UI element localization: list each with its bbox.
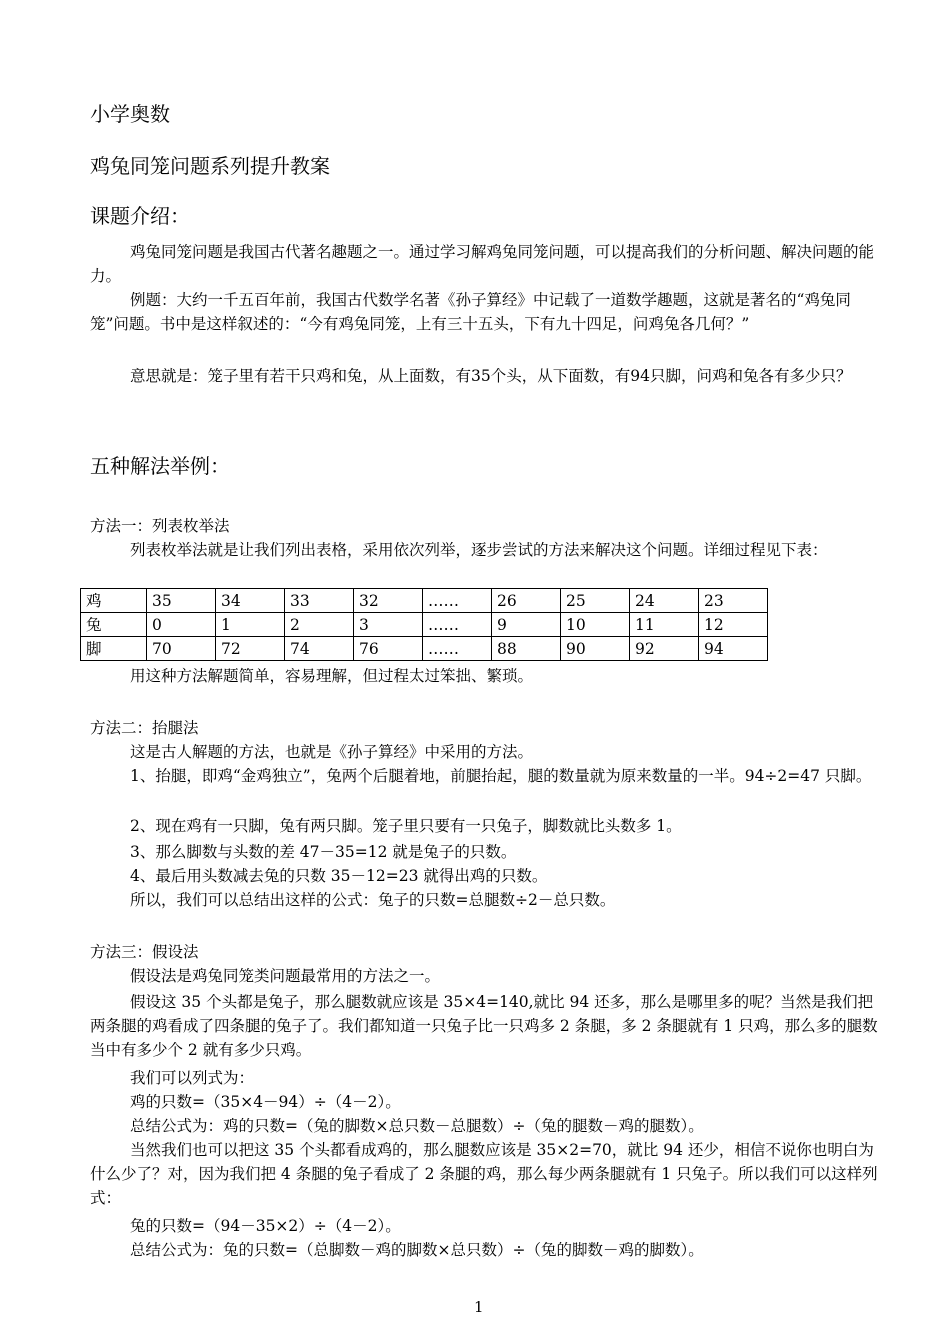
table-row — [81, 637, 768, 661]
table-cell: 12 — [699, 613, 768, 637]
table-cell: 33 — [285, 589, 354, 613]
table-cell: 兔 — [81, 613, 147, 637]
table-cell: 23 — [699, 589, 768, 613]
intro-paragraph-2: 例题：大约一千五百年前，我国古代数学名著《孙子算经》中记载了一道数学趣题，这就是著名的“鸡兔同笼”问题。书中是这样叙述的：“今有鸡兔同笼，上有三十五头，下有九十四足，问鸡兔各几何？” — [90, 291, 851, 333]
table-cell: 70 — [147, 637, 216, 661]
table-cell: 10 — [561, 613, 630, 637]
table-cell: 11 — [630, 613, 699, 637]
table-row — [81, 613, 768, 637]
table-cell: 34 — [216, 589, 285, 613]
method3-paragraph-6: 当然我们也可以把这 35 个头都看成鸡的，那么腿数应该是 35×2=70，就比 94 还少，相信不说你也明白为什么少了？对，因为我们把 4 条腿的兔子看成了 2 条腿的鸡，那么每少两条腿就有 1 只兔子。所以我们可以这样列式： — [90, 1141, 878, 1207]
table-cell: 35 — [147, 589, 216, 613]
page-number: 1 — [474, 1298, 484, 1316]
table-cell: 74 — [285, 637, 354, 661]
table-row — [81, 589, 768, 613]
table-cell: 92 — [630, 637, 699, 661]
method2-paragraph-5: 4、最后用头数减去兔的只数 35－12=23 就得出鸡的只数。 — [130, 867, 548, 885]
table-cell: 76 — [354, 637, 423, 661]
table-cell: …… — [423, 613, 492, 637]
method2-paragraph-1: 这是古人解题的方法，也就是《孙子算经》中采用的方法。 — [130, 743, 534, 761]
table-cell: 1 — [216, 613, 285, 637]
table-cell: 0 — [147, 613, 216, 637]
table-cell: 94 — [699, 637, 768, 661]
method3-title: 方法三：假设法 — [90, 943, 199, 961]
method3-paragraph-2: 假设这 35 个头都是兔子，那么腿数就应该是 35×4=140,就比 94 还多，那么是哪里多的呢？当然是我们把两条腿的鸡看成了四条腿的兔子了。我们都知道一只兔子比一只鸡多 2 条腿，多 2 条腿就有 1 只鸡，那么多的腿数当中有多少个 2 就有多少只鸡。 — [90, 993, 878, 1059]
method3-paragraph-3: 我们可以列式为： — [130, 1069, 255, 1087]
method1-paragraph-2: 用这种方法解题简单，容易理解，但过程太过笨拙、繁琐。 — [130, 667, 534, 685]
method3-paragraph-4: 鸡的只数=（35×4－94）÷（4－2）。 — [130, 1093, 401, 1111]
method2-title: 方法二：抬腿法 — [90, 719, 199, 737]
table-cell: 2 — [285, 613, 354, 637]
table-cell: 90 — [561, 637, 630, 661]
table-cell: 32 — [354, 589, 423, 613]
table-cell: 鸡 — [81, 589, 147, 613]
method2-paragraph-6: 所以，我们可以总结出这样的公式：兔子的只数=总腿数÷2－总只数。 — [130, 891, 616, 909]
methods-heading: 五种解法举例： — [90, 454, 230, 478]
table-cell: 72 — [216, 637, 285, 661]
table-cell: 24 — [630, 589, 699, 613]
table-cell: 25 — [561, 589, 630, 613]
method2-paragraph-4: 3、那么脚数与头数的差 47－35=12 就是兔子的只数。 — [130, 843, 517, 861]
table-cell: 88 — [492, 637, 561, 661]
method1-title: 方法一：列表枚举法 — [90, 517, 230, 535]
method3-paragraph-1: 假设法是鸡兔同笼类问题最常用的方法之一。 — [130, 967, 441, 985]
table-cell: 26 — [492, 589, 561, 613]
document-title: 鸡兔同笼问题系列提升教案 — [90, 154, 330, 178]
method2-paragraph-3: 2、现在鸡有一只脚，兔有两只脚。笼子里只要有一只兔子，脚数就比头数多 1。 — [130, 817, 682, 835]
method1-paragraph-1: 列表枚举法就是让我们列出表格，采用依次列举，逐步尝试的方法来解决这个问题。详细过程见下表： — [130, 541, 828, 559]
method2-paragraph-2: 1、抬腿，即鸡“金鸡独立”，兔两个后腿着地，前腿抬起，腿的数量就为原来数量的一半。94÷2=47 只脚。 — [130, 767, 872, 785]
method3-paragraph-7: 兔的只数=（94－35×2）÷（4－2）。 — [130, 1217, 401, 1235]
method3-paragraph-8: 总结公式为：兔的只数=（总脚数－鸡的脚数×总只数）÷（兔的脚数－鸡的脚数）。 — [130, 1241, 704, 1259]
table-cell: 脚 — [81, 637, 147, 661]
intro-paragraph-3: 意思就是：笼子里有若干只鸡和兔，从上面数，有35个头，从下面数，有94只脚，问鸡和兔各有多少只？ — [130, 367, 852, 385]
enumeration-table — [80, 588, 768, 661]
table-cell: …… — [423, 637, 492, 661]
intro-heading: 课题介绍： — [90, 204, 190, 228]
intro-paragraph-1: 鸡兔同笼问题是我国古代著名趣题之一。通过学习解鸡兔同笼问题，可以提高我们的分析问题、解决问题的能力。 — [90, 243, 875, 285]
header-title: 小学奥数 — [90, 102, 170, 126]
method3-paragraph-5: 总结公式为：鸡的只数=（兔的脚数×总只数－总腿数）÷（兔的腿数－鸡的腿数）。 — [130, 1117, 704, 1135]
table-cell: …… — [423, 589, 492, 613]
table-cell: 3 — [354, 613, 423, 637]
table-cell: 9 — [492, 613, 561, 637]
